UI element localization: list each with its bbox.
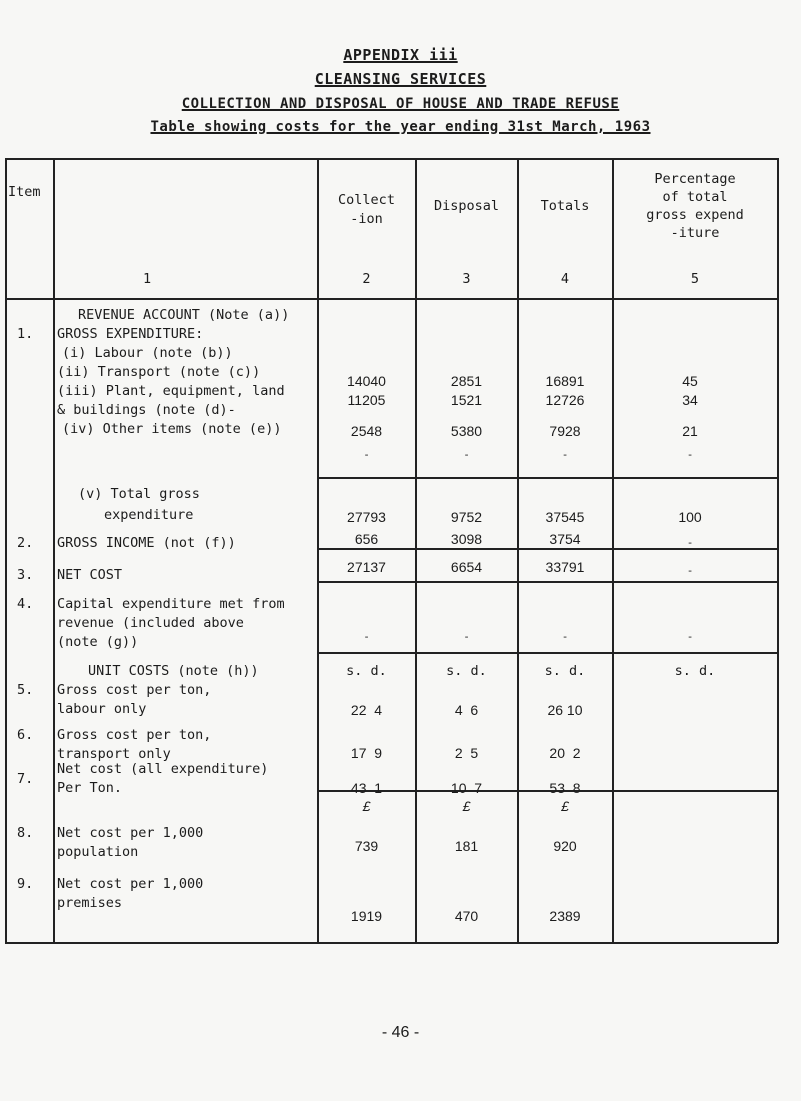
item-number: 1.	[17, 326, 34, 342]
unit-total: s. d.	[544, 663, 586, 679]
capital-collect: -	[363, 630, 370, 643]
net-ton-disposal: 10 7	[450, 780, 483, 796]
capital-disposal: -	[463, 630, 470, 643]
transport-pct: 34	[682, 392, 698, 408]
labour-only-total: 26 10	[547, 702, 583, 718]
per-premises-label: Net cost per 1,000	[57, 876, 204, 892]
plant-label-2: & buildings (note (d)-	[57, 402, 236, 418]
plant-label: (iii) Plant, equipment, land	[57, 383, 285, 399]
header-disposal: Disposal	[433, 198, 500, 214]
net-ton-collect: 43 1	[350, 780, 383, 796]
plant-collect: 2548	[350, 423, 383, 439]
item-number: 2.	[17, 535, 34, 551]
item-number: 6.	[17, 727, 34, 743]
plant-disposal: 5380	[450, 423, 483, 439]
capital-label-3: (note (g))	[57, 634, 139, 650]
item-number: 5.	[17, 682, 34, 698]
unit-disposal: s. d.	[446, 663, 487, 679]
net-cost-total: 33791	[545, 559, 585, 575]
labour-only-label: Gross cost per ton,	[57, 682, 212, 698]
net-cost-label: NET COST	[57, 567, 123, 583]
labour-collect: 14040	[347, 373, 386, 389]
title-heading: CLEANSING SERVICES	[314, 70, 487, 88]
header-percentage-3: gross expend	[646, 207, 744, 223]
labour-only-disposal: 4 6	[454, 702, 479, 718]
per-pop-disposal: 181	[454, 838, 479, 854]
transport-only-label: Gross cost per ton,	[57, 727, 212, 743]
gross-expenditure-label: GROSS EXPENDITURE:	[57, 326, 204, 342]
gross-income-label: GROSS INCOME (not (f))	[57, 535, 236, 551]
header-item: Item	[8, 184, 41, 200]
gross-income-total: 3754	[549, 531, 581, 547]
header-percentage-2: of total	[662, 189, 728, 205]
per-pop-label: Net cost per 1,000	[57, 825, 204, 841]
pound-disposal: £	[462, 798, 471, 814]
per-pop-collect: 739	[354, 838, 379, 854]
item-number: 9.	[17, 876, 34, 892]
table-caption: Table showing costs for the year ending 31st March, 1963	[150, 119, 651, 135]
revenue-account-label: REVENUE ACCOUNT (Note (a))	[78, 307, 290, 323]
capital-label: Capital expenditure met from	[57, 596, 285, 612]
transport-total: 12726	[545, 392, 585, 408]
page-number: - 46 -	[381, 1024, 420, 1041]
transport-only-collect: 17 9	[350, 745, 383, 761]
other-disposal: -	[463, 448, 470, 461]
transport-only-total: 20 2	[549, 745, 581, 761]
header-col-4-number: 4	[560, 271, 570, 287]
pound-collect: £	[362, 798, 371, 814]
unit-costs-label: UNIT COSTS (note (h))	[88, 663, 259, 679]
capital-label-2: revenue (included above	[57, 615, 244, 631]
item-number: 4.	[17, 596, 34, 612]
net-cost-collect: 27137	[347, 559, 386, 575]
total-gross-total: 37545	[545, 509, 585, 525]
capital-total: -	[561, 630, 569, 643]
transport-disposal: 1521	[450, 392, 483, 408]
total-gross-label: (v) Total gross	[78, 486, 200, 502]
header-percentage: Percentage	[654, 171, 736, 187]
header-collect: Collect	[338, 192, 395, 208]
item-number: 3.	[17, 567, 34, 583]
header-col-2-number: 2	[362, 271, 371, 287]
per-premises-collect: 1919	[350, 908, 383, 924]
per-pop-label-2: population	[57, 844, 139, 860]
per-pop-total: 920	[553, 838, 577, 854]
net-ton-label: Net cost (all expenditure)	[57, 761, 269, 777]
transport-collect: 11205	[347, 392, 386, 408]
net-ton-total: 53 8	[549, 780, 581, 796]
labour-pct: 45	[682, 373, 698, 389]
gross-income-disposal: 3098	[450, 531, 483, 547]
plant-total: 7928	[549, 423, 581, 439]
unit-pct: s. d.	[674, 663, 716, 679]
total-gross-disposal: 9752	[450, 509, 483, 525]
labour-only-collect: 22 4	[350, 702, 383, 718]
per-premises-total: 2389	[549, 908, 581, 924]
gross-income-pct: -	[686, 536, 694, 549]
labour-disposal: 2851	[450, 373, 483, 389]
capital-pct: -	[686, 630, 694, 643]
labour-total: 16891	[545, 373, 585, 389]
header-col-5-number: 5	[690, 271, 700, 287]
plant-pct: 21	[682, 423, 698, 439]
net-cost-disposal: 6654	[450, 559, 483, 575]
header-col-3-number: 3	[462, 271, 471, 287]
header-collect-2: -ion	[350, 211, 383, 227]
total-gross-pct: 100	[678, 509, 702, 525]
total-gross-label-2: expenditure	[104, 507, 194, 523]
item-number: 7.	[17, 771, 34, 787]
header-totals: Totals	[540, 198, 590, 214]
transport-only-disposal: 2 5	[454, 745, 479, 761]
appendix-heading: APPENDIX iii	[343, 46, 458, 64]
per-premises-label-2: premises	[57, 895, 123, 911]
other-collect: -	[363, 448, 370, 461]
header-col-1-number: 1	[143, 271, 152, 287]
gross-income-collect: 656	[354, 531, 379, 547]
net-cost-pct: -	[686, 564, 694, 577]
net-ton-label-2: Per Ton.	[57, 780, 123, 796]
per-premises-disposal: 470	[454, 908, 479, 924]
other-pct: -	[686, 448, 694, 461]
labour-label: (i) Labour (note (b))	[62, 345, 233, 361]
transport-label: (ii) Transport (note (c))	[57, 364, 261, 380]
labour-only-label-2: labour only	[57, 701, 147, 717]
subtitle-heading: COLLECTION AND DISPOSAL OF HOUSE AND TRADE REFUSE	[181, 96, 620, 112]
other-items-label: (iv) Other items (note (e))	[62, 421, 282, 437]
total-gross-collect: 27793	[347, 509, 386, 525]
unit-collect: s. d.	[346, 663, 387, 679]
pound-total: £	[561, 798, 569, 814]
header-percentage-4: -iture	[670, 225, 720, 241]
transport-only-label-2: transport only	[57, 746, 171, 762]
other-total: -	[561, 448, 569, 461]
item-number: 8.	[17, 825, 34, 841]
